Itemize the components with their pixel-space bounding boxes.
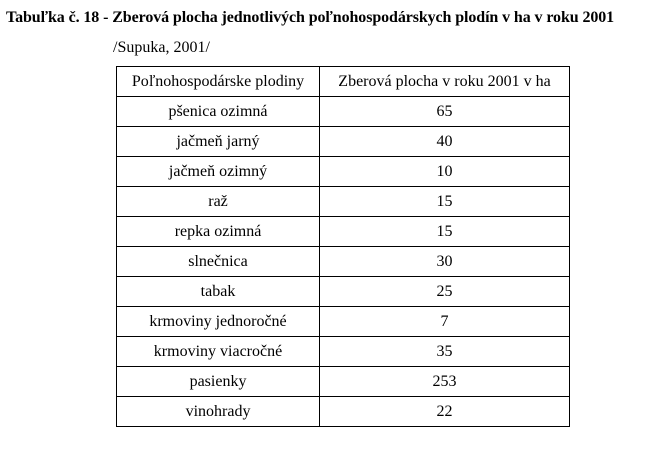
table-row	[117, 277, 570, 307]
harvest-area-cell: 25	[320, 277, 570, 307]
crop-name-cell: krmoviny jednoročné	[117, 307, 320, 337]
harvest-area-cell: 7	[320, 307, 570, 337]
harvest-area-cell: 40	[320, 127, 570, 157]
crop-name-cell: pšenica ozimná	[117, 97, 320, 127]
crop-name-cell: tabak	[117, 277, 320, 307]
table-row	[117, 187, 570, 217]
harvest-area-cell: 65	[320, 97, 570, 127]
harvest-area-cell: 253	[320, 367, 570, 397]
table-row	[117, 97, 570, 127]
crop-name-cell: slnečnica	[117, 247, 320, 277]
harvest-area-cell: 35	[320, 337, 570, 367]
table-row	[117, 157, 570, 187]
table-row	[117, 217, 570, 247]
table-row	[117, 127, 570, 157]
crop-name-cell: vinohrady	[117, 397, 320, 427]
table-header	[117, 67, 570, 97]
table-caption: Tabuľka č. 18 - Zberová plocha jednotlivých poľnohospodárskych plodín v ha v roku 2001	[6, 9, 615, 26]
harvest-area-cell: 15	[320, 217, 570, 247]
crop-name-cell: pasienky	[117, 367, 320, 397]
header-crops: Poľnohospodárske plodiny	[117, 67, 320, 97]
harvest-area-cell: 10	[320, 157, 570, 187]
table-row	[117, 247, 570, 277]
crop-name-cell: raž	[117, 187, 320, 217]
crop-name-cell: jačmeň ozimný	[117, 157, 320, 187]
crop-name-cell: krmoviny viacročné	[117, 337, 320, 367]
table-row	[117, 337, 570, 367]
crop-area-table	[116, 66, 570, 427]
table-row	[117, 397, 570, 427]
crop-name-cell: jačmeň jarný	[117, 127, 320, 157]
harvest-area-cell: 22	[320, 397, 570, 427]
table-row	[117, 307, 570, 337]
header-row	[117, 67, 570, 97]
table-body	[117, 97, 570, 427]
crop-name-cell: repka ozimná	[117, 217, 320, 247]
harvest-area-cell: 15	[320, 187, 570, 217]
harvest-area-cell: 30	[320, 247, 570, 277]
header-harvest-area: Zberová plocha v roku 2001 v ha	[320, 67, 570, 97]
table-row	[117, 367, 570, 397]
source-citation: /Supuka, 2001/	[113, 39, 210, 56]
